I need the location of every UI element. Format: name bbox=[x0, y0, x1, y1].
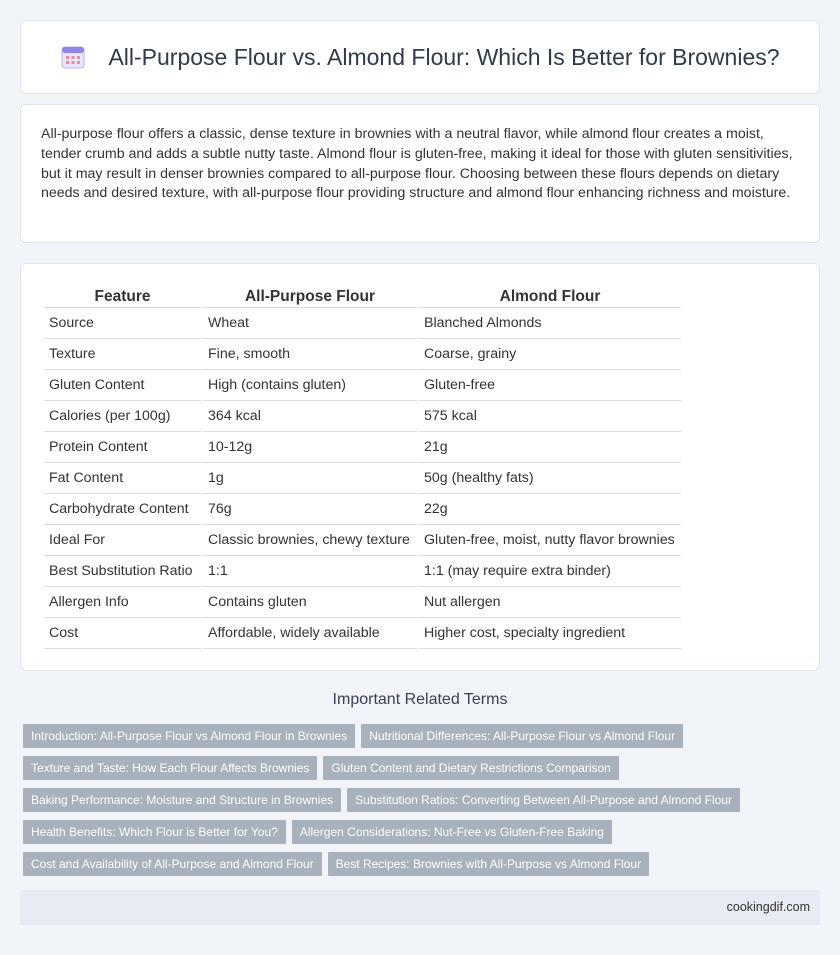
table-cell: Protein Content bbox=[44, 432, 201, 463]
table-cell: 364 kcal bbox=[203, 401, 417, 432]
table-row bbox=[44, 556, 681, 587]
header-all-purpose: All-Purpose Flour bbox=[203, 284, 417, 308]
table-cell: 1:1 (may require extra binder) bbox=[419, 556, 681, 587]
table-cell: High (contains gluten) bbox=[203, 370, 417, 401]
related-terms-title: Important Related Terms bbox=[332, 691, 508, 708]
related-term-tag[interactable]: Introduction: All-Purpose Flour vs Almond Flour in Brownies bbox=[23, 724, 355, 748]
table-header-row bbox=[44, 284, 681, 308]
intro-section bbox=[20, 104, 820, 243]
related-term-tag[interactable]: Texture and Taste: How Each Flour Affects Brownies bbox=[23, 756, 317, 780]
table-row bbox=[44, 432, 681, 463]
table-cell: 575 kcal bbox=[419, 401, 681, 432]
table-cell: Nut allergen bbox=[419, 587, 681, 618]
table-row bbox=[44, 463, 681, 494]
related-term-tag[interactable]: Allergen Considerations: Nut-Free vs Gluten-Free Baking bbox=[292, 820, 612, 844]
calendar-icon bbox=[60, 44, 86, 70]
table-cell: Affordable, widely available bbox=[203, 618, 417, 649]
related-term-tag[interactable]: Nutritional Differences: All-Purpose Flour vs Almond Flour bbox=[361, 724, 683, 748]
footer bbox=[20, 890, 820, 925]
footer-site[interactable]: cookingdif.com bbox=[726, 900, 810, 914]
table-cell: 76g bbox=[203, 494, 417, 525]
page-title: All-Purpose Flour vs. Almond Flour: Which Is Better for Brownies? bbox=[108, 43, 780, 70]
related-term-tag[interactable]: Substitution Ratios: Converting Between All-Purpose and Almond Flour bbox=[347, 788, 740, 812]
table-cell: Coarse, grainy bbox=[419, 339, 681, 370]
related-term-tag[interactable]: Health Benefits: Which Flour is Better for You? bbox=[23, 820, 286, 844]
table-cell: Fat Content bbox=[44, 463, 201, 494]
table-cell: Blanched Almonds bbox=[419, 308, 681, 339]
table-cell: 1g bbox=[203, 463, 417, 494]
table-cell: Allergen Info bbox=[44, 587, 201, 618]
table-row bbox=[44, 618, 681, 649]
comparison-section bbox=[20, 263, 820, 671]
related-term-tag[interactable]: Gluten Content and Dietary Restrictions Comparison bbox=[323, 756, 618, 780]
table-cell: 22g bbox=[419, 494, 681, 525]
header-feature: Feature bbox=[44, 284, 201, 308]
table-cell: Carbohydrate Content bbox=[44, 494, 201, 525]
table-row bbox=[44, 525, 681, 556]
page-header bbox=[20, 20, 820, 94]
table-cell: Gluten-free, moist, nutty flavor brownies bbox=[419, 525, 681, 556]
related-terms-list bbox=[23, 724, 813, 884]
table-cell: Calories (per 100g) bbox=[44, 401, 201, 432]
table-cell: Best Substitution Ratio bbox=[44, 556, 201, 587]
table-row bbox=[44, 308, 681, 339]
table-cell: Ideal For bbox=[44, 525, 201, 556]
related-term-tag[interactable]: Best Recipes: Brownies with All-Purpose vs Almond Flour bbox=[328, 852, 649, 876]
related-term-tag[interactable]: Cost and Availability of All-Purpose and Almond Flour bbox=[23, 852, 322, 876]
table-cell: Texture bbox=[44, 339, 201, 370]
table-cell: Contains gluten bbox=[203, 587, 417, 618]
table-row bbox=[44, 339, 681, 370]
table-cell: Higher cost, specialty ingredient bbox=[419, 618, 681, 649]
table-cell: Gluten Content bbox=[44, 370, 201, 401]
intro-text: All-purpose flour offers a classic, dense texture in brownies with a neutral flavor, while almond flour creates a moist, tender crumb and adds a subtle nutty taste. Almond flour is gluten-free, making it ideal for those with gluten sensitivities, but it may result in denser brownies compared to all-purpose flour. Choosing between these flours depends on dietary needs and desired texture, with all-purpose flour providing structure and almond flour enhancing richness and moisture. bbox=[41, 126, 793, 202]
table-row bbox=[44, 370, 681, 401]
table-row bbox=[44, 587, 681, 618]
table-cell: 1:1 bbox=[203, 556, 417, 587]
comparison-table bbox=[42, 284, 683, 649]
table-cell: 21g bbox=[419, 432, 681, 463]
table-cell: Source bbox=[44, 308, 201, 339]
table-cell: 10-12g bbox=[203, 432, 417, 463]
table-row bbox=[44, 401, 681, 432]
table-cell: Gluten-free bbox=[419, 370, 681, 401]
table-row bbox=[44, 494, 681, 525]
table-cell: Classic brownies, chewy texture bbox=[203, 525, 417, 556]
table-cell: 50g (healthy fats) bbox=[419, 463, 681, 494]
table-cell: Fine, smooth bbox=[203, 339, 417, 370]
related-term-tag[interactable]: Baking Performance: Moisture and Structure in Brownies bbox=[23, 788, 341, 812]
header-almond: Almond Flour bbox=[419, 284, 681, 308]
table-cell: Cost bbox=[44, 618, 201, 649]
table-cell: Wheat bbox=[203, 308, 417, 339]
